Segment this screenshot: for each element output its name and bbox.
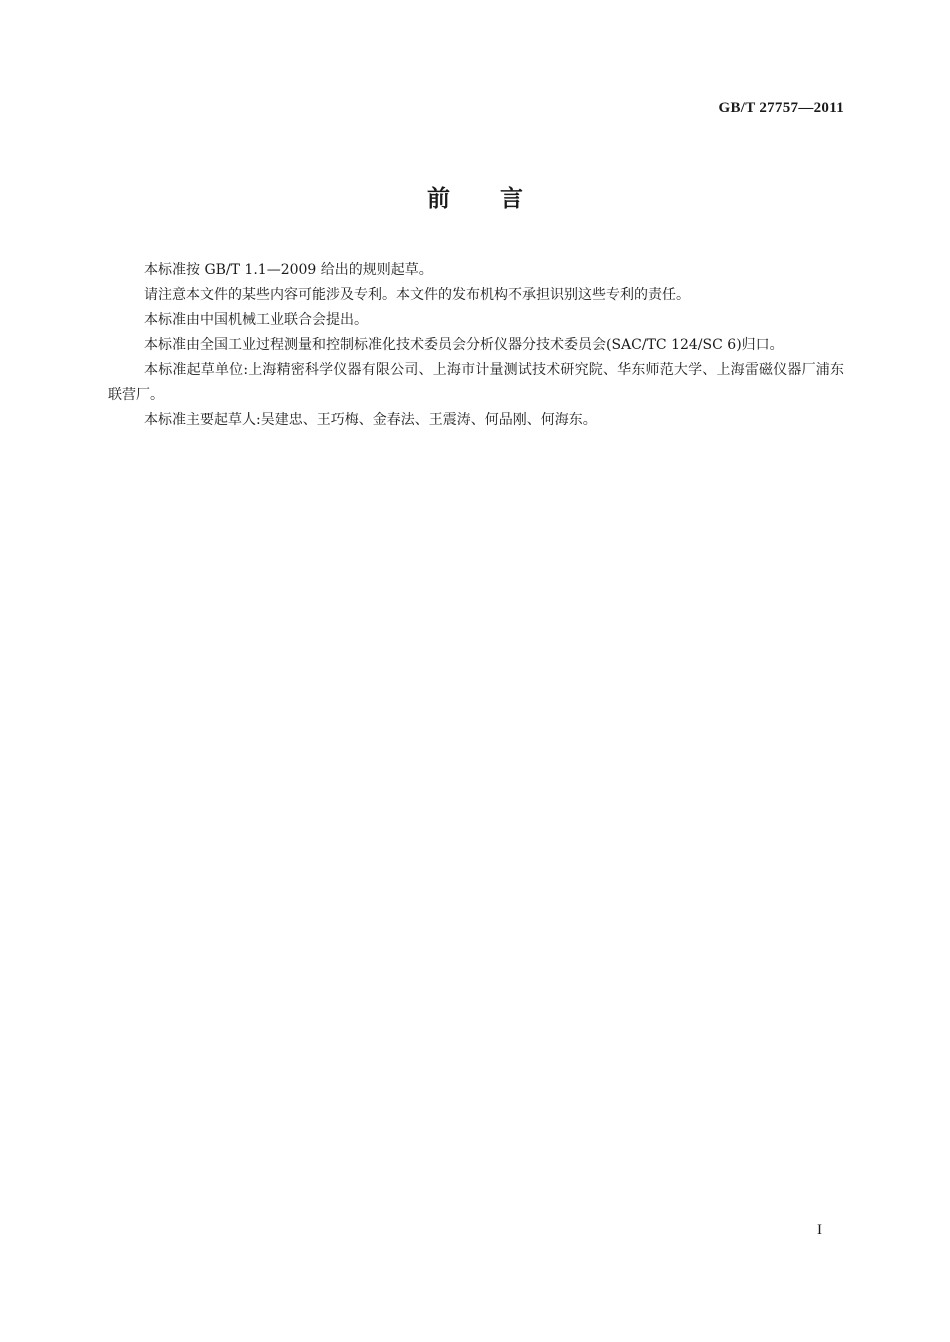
paragraph-committee: 本标准由全国工业过程测量和控制标准化技术委员会分析仪器分技术委员会(SAC/TC 124/SC 6)归口。 bbox=[144, 337, 784, 353]
paragraph-drafters: 本标准主要起草人:吴建忠、王巧梅、金春法、王震涛、何品刚、何海东。 bbox=[144, 412, 597, 428]
paragraph-drafting-units: 本标准起草单位:上海精密科学仪器有限公司、上海市计量测试技术研究院、华东师范大学、上海雷磁仪器厂浦东联营厂。 bbox=[108, 362, 844, 403]
paragraph-patent-notice: 请注意本文件的某些内容可能涉及专利。本文件的发布机构不承担识别这些专利的责任。 bbox=[144, 287, 690, 303]
paragraph-drafting-rules: 本标准按 GB/T 1.1—2009 给出的规则起草。 bbox=[144, 262, 433, 278]
foreword-body bbox=[108, 258, 844, 433]
title-char-1: 前 bbox=[427, 186, 450, 212]
page-number: I bbox=[817, 1222, 822, 1238]
title-char-2: 言 bbox=[500, 186, 523, 212]
standard-code: GB/T 27757—2011 bbox=[718, 100, 844, 116]
page-title bbox=[0, 180, 950, 213]
paragraph-proposer: 本标准由中国机械工业联合会提出。 bbox=[144, 312, 368, 328]
